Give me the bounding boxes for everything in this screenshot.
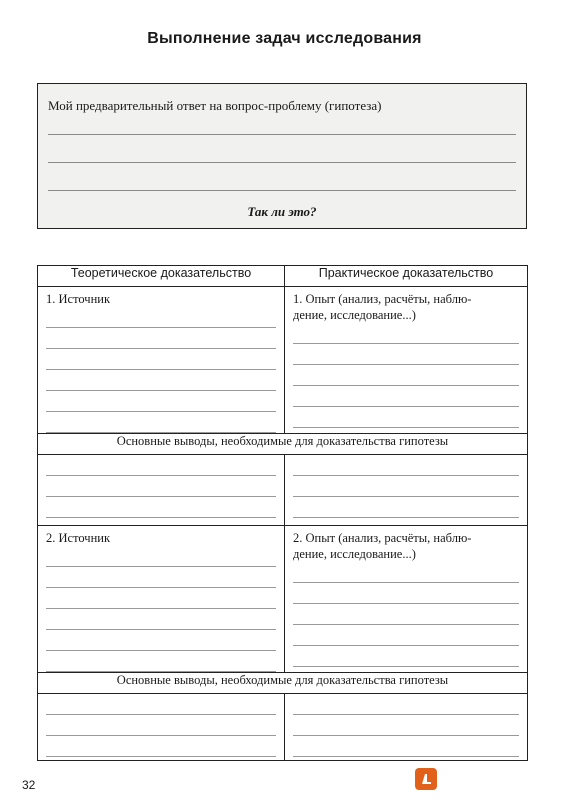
conclusions-right-2[interactable] <box>285 694 528 761</box>
evidence-row-1 <box>38 287 528 434</box>
source-1-title: 1. Источник <box>46 292 111 306</box>
page-number: 32 <box>22 778 36 792</box>
conclusions-right-1[interactable] <box>285 455 528 526</box>
practice-lines-2[interactable] <box>285 562 527 667</box>
practice-cell-1 <box>285 287 528 434</box>
hypothesis-line[interactable] <box>48 134 516 135</box>
hypothesis-line[interactable] <box>48 162 516 163</box>
source-2-title: 2. Источник <box>46 531 111 545</box>
practice-column-header: Практическое доказательство <box>285 266 528 287</box>
theory-cell-1 <box>38 287 285 434</box>
conclusions-lines-row-2 <box>38 694 528 761</box>
theory-column-header: Теоретическое доказательство <box>38 266 285 287</box>
page-title: Выполнение задач исследования <box>147 30 422 47</box>
conclusions-lines-row-1 <box>38 455 528 526</box>
hypothesis-box <box>37 83 527 229</box>
conclusions-row-1 <box>38 434 528 455</box>
conclusions-left-2[interactable] <box>38 694 285 761</box>
practice-cell-2 <box>285 526 528 673</box>
conclusions-left-1[interactable] <box>38 455 285 526</box>
conclusions-label-2: Основные выводы, необходимые для доказательства гипотезы <box>38 673 528 694</box>
experiment-2-title: 2. Опыт (анализ, расчёты, наблю- дение, исследование...) <box>293 531 472 561</box>
theory-lines-2[interactable] <box>38 546 284 672</box>
evidence-row-2 <box>38 526 528 673</box>
publisher-logo-icon <box>415 768 437 790</box>
evidence-table <box>37 265 528 761</box>
hypothesis-line[interactable] <box>48 190 516 191</box>
theory-lines-1[interactable] <box>38 307 284 433</box>
conclusions-row-2 <box>38 673 528 694</box>
hypothesis-label: Мой предварительный ответ на вопрос-проблему (гипотеза) <box>48 98 382 113</box>
practice-lines-1[interactable] <box>285 323 527 428</box>
theory-cell-2 <box>38 526 285 673</box>
table-header-row <box>38 266 528 287</box>
experiment-1-title: 1. Опыт (анализ, расчёты, наблю- дение, исследование...) <box>293 292 472 322</box>
hypothesis-question: Так ли это? <box>247 204 317 219</box>
conclusions-label-1: Основные выводы, необходимые для доказательства гипотезы <box>38 434 528 455</box>
